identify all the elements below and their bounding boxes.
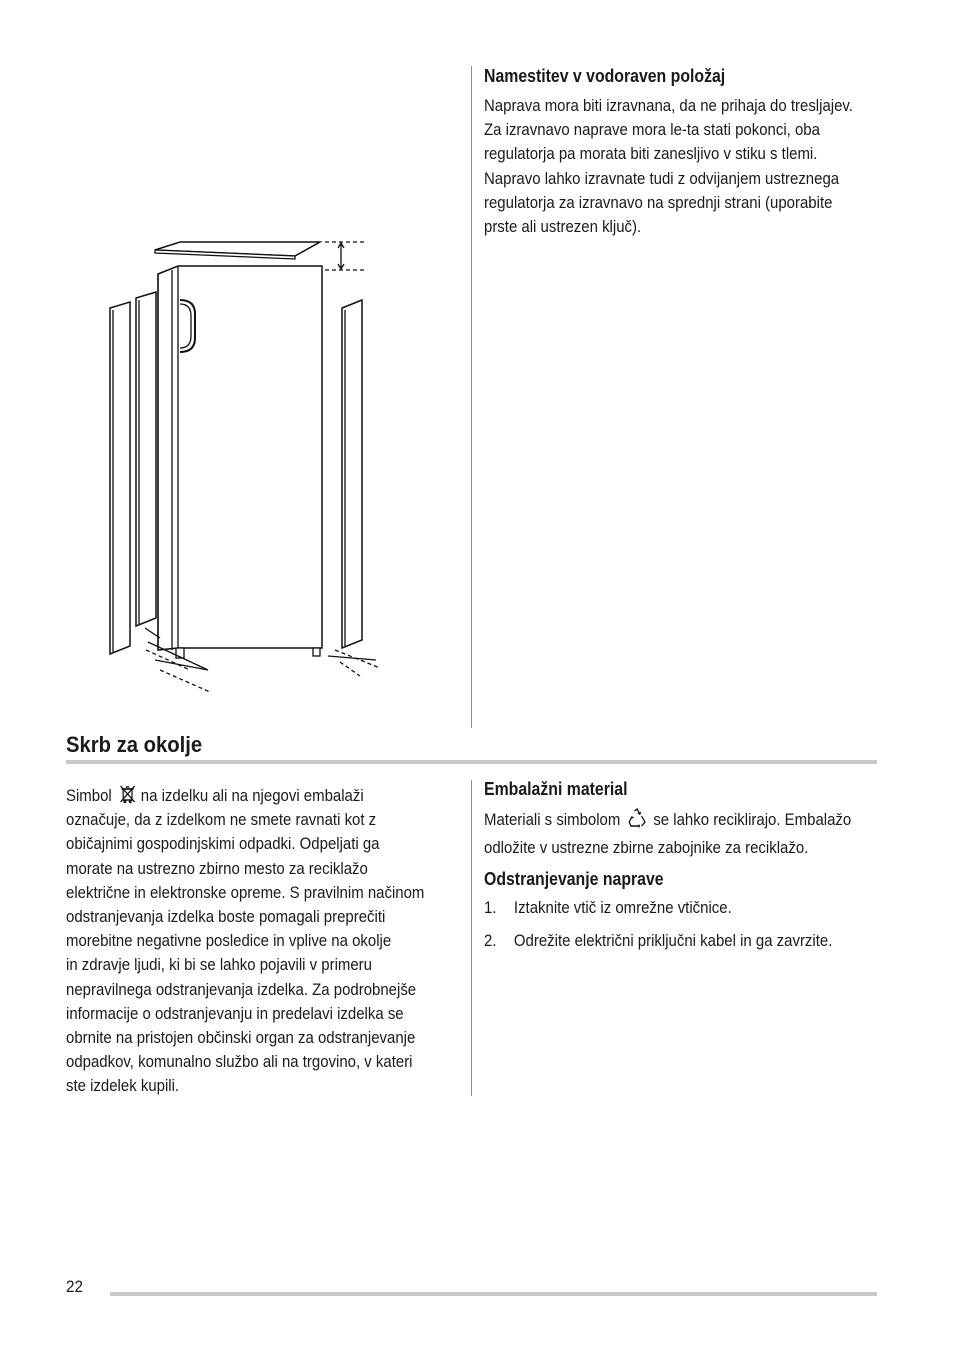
- step-number: 2.: [484, 931, 497, 950]
- footer-rule: [110, 1292, 877, 1296]
- step-text: Iztaknite vtič iz omrežne vtičnice.: [513, 898, 732, 917]
- step-number: 1.: [484, 898, 497, 917]
- recycle-icon: [627, 808, 646, 835]
- disposal-steps: [484, 898, 871, 964]
- page-number: 22: [66, 1277, 84, 1296]
- leveling-body: Naprava mora biti izravnana, da ne prihaja do tresljajev. Za izravnavo naprave mora le-ta stati pokonci, oba regulatorja pa morata biti zanesljivo v stiku s tlemi. Napravo lahko izravnate tudi z odvijanjem ustreznega regulatorja za izravnavo na sprednji strani (uporabite prste ali ustrezen ključ).: [484, 96, 853, 237]
- packaging-text-before: Materiali s simbolom: [484, 810, 621, 829]
- step-text: Odrežite električni priključni kabel in ga zavrzite.: [513, 931, 833, 950]
- section-title: Skrb za okolje: [66, 732, 203, 757]
- section-rule: [66, 760, 877, 764]
- packaging-line-1: [484, 807, 851, 835]
- disposal-heading: Odstranjevanje naprave: [484, 869, 664, 889]
- appliance-installation-diagram: [100, 230, 400, 700]
- leveling-heading: Namestitev v vodoraven položaj: [484, 66, 726, 86]
- packaging-body: [484, 807, 851, 860]
- symbol-intro: Simbol: [66, 786, 112, 805]
- packaging-text-after: se lahko reciklirajo. Embalažo: [653, 810, 852, 829]
- environment-body: na izdelku ali na njegovi embalaži označuje, da z izdelkom ne smete ravnati kot z običajnimi gospodinjskimi odpadki. Odpeljati ga morate na ustrezno zbirno mesto za reciklažo električne in elektronske opreme. S pravilnim načinom odstranjevanja izdelka boste pomagali preprečiti morebitne negativne posledice in vplive na okolje in zdravje ljudi, ki bi se lahko pojavili v primeru nepravilnega odstranjevanja izdelka. Za podrobnejše informacije o odstranjevanju in predelavi izdelka se obrnite na pristojen občinski organ za odstranjevanje odpadkov, komunalno službo ali na trgovino, v kateri ste izdelek kupili.: [66, 786, 425, 1096]
- packaging-heading: Embalažni material: [484, 779, 628, 799]
- column-divider-top: [471, 66, 472, 728]
- packaging-line-2: odložite v ustrezne zbirne zabojnike za reciklažo.: [484, 838, 809, 857]
- list-item: [484, 931, 871, 964]
- list-item: [484, 898, 871, 931]
